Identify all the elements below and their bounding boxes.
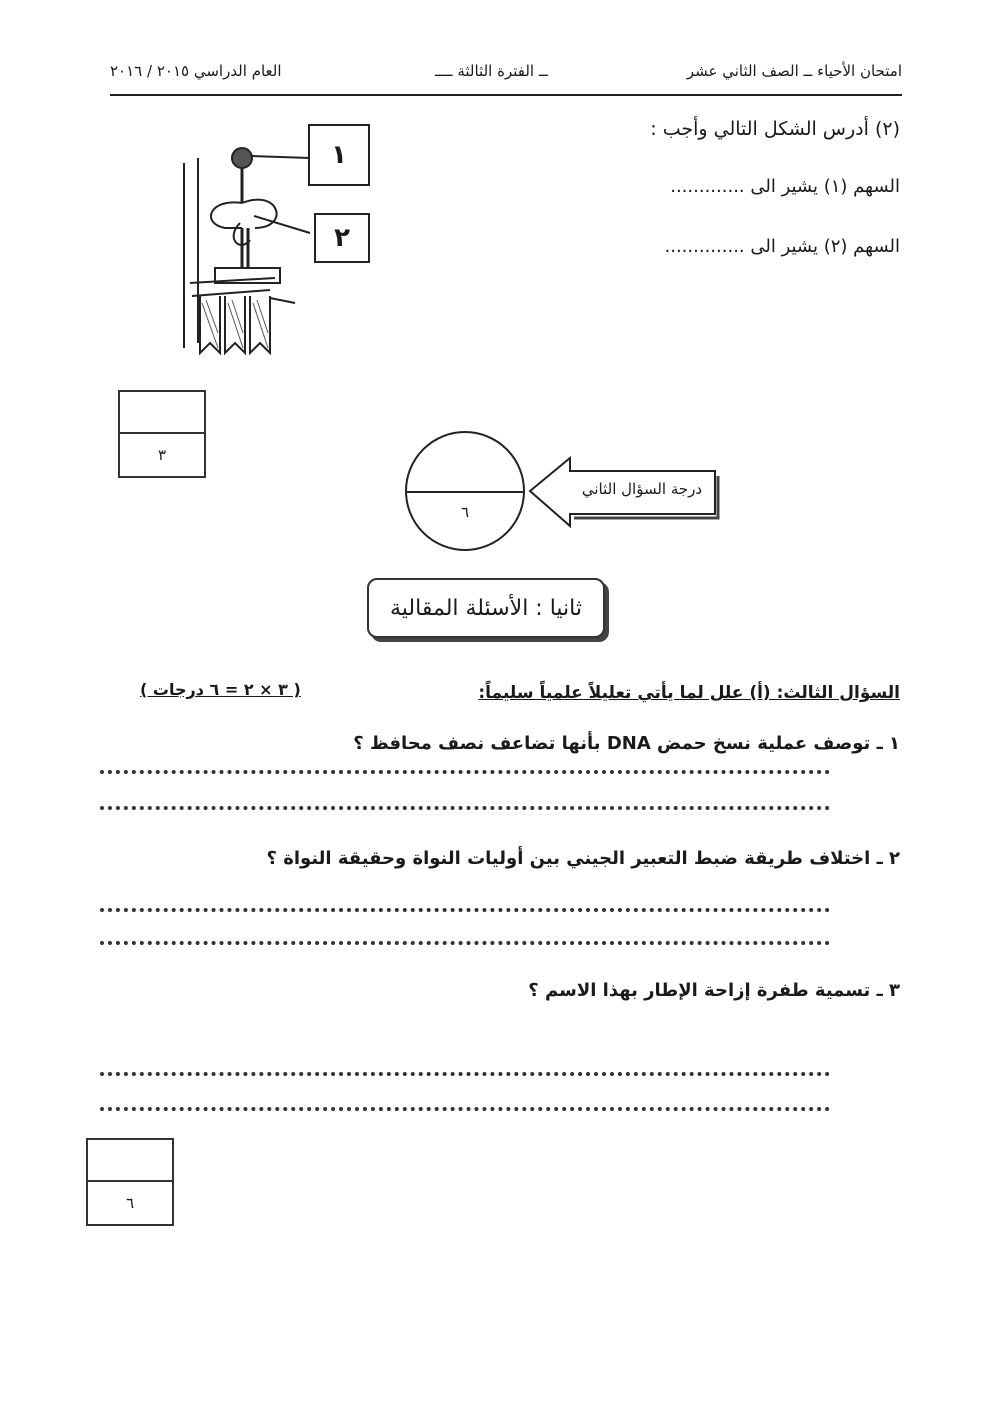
circle-divider xyxy=(407,491,523,493)
answer-line[interactable] xyxy=(100,1101,830,1111)
arrow-2-dots: ............ xyxy=(664,236,734,257)
grade-box-bottom-score xyxy=(88,1140,172,1182)
arrow-2-text: السهم (٢) يشير الى .. xyxy=(733,236,900,257)
exam-header xyxy=(110,60,902,96)
exam-term: ــ الفترة الثالثة ــــ xyxy=(435,62,548,80)
question-3-item-2: ٢ ـ اختلاف طريقة ضبط التعبير الجيني بين أوليات النواة وحقيقة النواة ؟ xyxy=(266,848,900,869)
question-3-item-3: ٣ ـ تسمية طفرة إزاحة الإطار بهذا الاسم ؟ xyxy=(528,980,900,1001)
label-box-1 xyxy=(308,124,370,186)
label-box-2 xyxy=(314,213,370,263)
label-box-1-text: ١ xyxy=(331,140,347,170)
answer-line[interactable] xyxy=(100,1066,830,1076)
arrow-1-text: السهم (١) يشير الى .. xyxy=(733,176,900,197)
question-2-title: (٢) أدرس الشكل التالي وأجب : xyxy=(650,118,900,140)
section-title: ثانيا : الأسئلة المقالية xyxy=(390,595,582,621)
academic-year: العام الدراسي ٢٠١٥ / ٢٠١٦ xyxy=(110,62,282,80)
question-3-title: السؤال الثالث: (أ) علل لما يأتي تعليلاً علمياً سليماً: xyxy=(478,683,900,703)
arrow-2-line xyxy=(665,236,900,257)
arrow-1-dots: ........... xyxy=(670,176,734,197)
answer-line[interactable] xyxy=(100,764,830,774)
label-box-2-text: ٢ xyxy=(334,223,350,253)
exam-title: امتحان الأحياء ــ الصف الثاني عشر xyxy=(686,62,902,80)
question-3-marks: ( ٣ × ٢ = ٦ درجات ) xyxy=(140,680,301,699)
grade-box-bottom xyxy=(86,1138,174,1226)
grade-box-top-score xyxy=(120,392,204,434)
answer-line[interactable] xyxy=(100,800,830,810)
q2-grade-circle xyxy=(405,431,525,551)
question-3-item-1: ١ ـ توصف عملية نسخ حمض DNA بأنها تضاعف نصف محافظ ؟ xyxy=(353,733,900,754)
grade-box-bottom-total: ٦ xyxy=(125,1194,135,1212)
q2-grade-total: ٦ xyxy=(460,503,470,521)
grade-box-top-total: ٣ xyxy=(157,446,167,464)
answer-line[interactable] xyxy=(100,902,830,912)
grade-box-top xyxy=(118,390,206,478)
arrow-1-line xyxy=(670,176,900,197)
answer-line[interactable] xyxy=(100,935,830,945)
section-banner xyxy=(367,578,605,638)
q2-grade-arrow-label: درجة السؤال الثاني xyxy=(581,480,703,498)
